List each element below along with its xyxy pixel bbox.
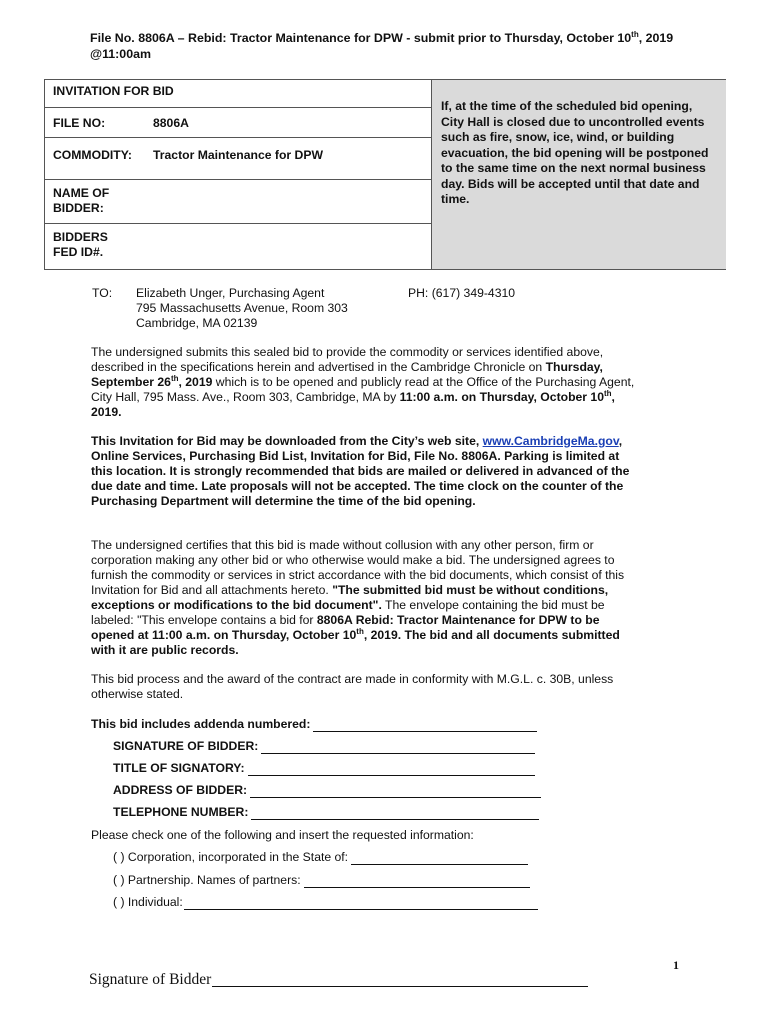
invitation-for-bid-table — [44, 79, 726, 270]
footer-signature-line[interactable] — [89, 972, 588, 987]
file-no-row — [45, 108, 431, 138]
bidder-name-label: NAME OF BIDDER: — [53, 186, 110, 215]
partnership-option[interactable] — [113, 873, 530, 888]
commodity-row — [45, 138, 431, 180]
fed-id-label: BIDDERS FED ID#. — [53, 230, 108, 259]
commodity-value: Tractor Maintenance for DPW — [153, 148, 323, 162]
certification-paragraph: The undersigned certifies that this bid is made without collusion with any other person, firm or corporation making any other bid or who otherwise would make a bid. The undersigned agrees to furnish the commodity or services in strict accordance with the bid documents, which consist of this Invitation for Bid and all attachments hereto. "The submitted bid must be without conditions, exceptions or modifications to the bid document". The envelope containing the bid must be labeled: "This envelope contains a bid for 8806A Rebid: Tractor Maintenance for DPW to be opened at 11:00 a.m. on Thursday, October 10th, 2019. The bid and all documents submitted with it are public records. — [91, 538, 625, 657]
bid-submission-paragraph: The undersigned submits this sealed bid to provide the commodity or services identified above, described in the specifications herein and advertised in the Cambridge Chronicle on Thursday, September 26th, 2019 which is to be opened and publicly read at the Office of the Purchasing Agent, City Hall, 795 Mass. Ave., Room 303, Cambridge, MA by 11:00 a.m. on Thursday, October 10th, 2019. — [91, 345, 635, 419]
city-website-link[interactable]: www.CambridgeMa.gov — [482, 434, 619, 448]
corporation-label: ( ) Corporation, incorporated in the State of: — [113, 850, 349, 864]
page-number: 1 — [673, 958, 679, 972]
bid-info-column — [45, 80, 431, 269]
closing-notice-box — [431, 80, 726, 269]
telephone-number-label: TELEPHONE NUMBER: — [113, 805, 249, 819]
bidder-name-row[interactable] — [45, 180, 431, 224]
signature-label: SIGNATURE OF BIDDER: — [113, 739, 259, 753]
signature-field[interactable] — [113, 739, 535, 754]
table-title: INVITATION FOR BID — [53, 84, 174, 98]
addenda-label: This bid includes addenda numbered: — [91, 717, 311, 731]
closing-notice-text: If, at the time of the scheduled bid opening, City Hall is closed due to uncontrolled events such as fire, snow, ice, wind, or building evacuation, the bid opening will be postponed to the same time on the next normal business day. Bids will be accepted until that date and time. — [441, 99, 709, 206]
agent-name: Elizabeth Unger, Purchasing Agent — [136, 286, 325, 300]
partnership-label: ( ) Partnership. Names of partners: — [113, 873, 301, 887]
header-line-1: File No. 8806A – Rebid: Tractor Maintenance for DPW - submit prior to Thursday, October 10th, 2019 — [90, 29, 674, 45]
footer-signature-label: Signature of Bidder — [89, 971, 212, 988]
header-line-2: @11:00am — [90, 47, 151, 61]
addenda-field[interactable] — [91, 717, 537, 732]
fed-id-row[interactable] — [45, 224, 431, 269]
document-header — [90, 30, 700, 62]
telephone-number-field[interactable] — [113, 805, 539, 820]
individual-option[interactable] — [113, 895, 538, 910]
file-no-value: 8806A — [153, 116, 189, 130]
table-title-row — [45, 80, 431, 108]
check-instruction: Please check one of the following and insert the requested information: — [91, 828, 474, 842]
download-notice-paragraph: This Invitation for Bid may be downloaded from the City’s web site, www.CambridgeMa.gov, Online Services, Purchasing Bid List, Invitation for Bid, File No. 8806A. Parking is limited at this location. It is strongly recommended that bids are mailed or delivered in advanced of the due date and time. Late proposals will not be accepted. The time clock on the counter of the Purchasing Department will determine the time of the bid opening. — [91, 434, 630, 508]
commodity-label: COMMODITY: — [53, 148, 132, 162]
to-label: TO: — [92, 286, 113, 300]
purchasing-agent-address — [136, 286, 348, 331]
file-no-label: FILE NO: — [53, 116, 106, 130]
agent-address-line-2: Cambridge, MA 02139 — [136, 316, 258, 330]
title-of-signatory-label: TITLE OF SIGNATORY: — [113, 761, 245, 775]
corporation-option[interactable] — [113, 850, 528, 865]
title-of-signatory-field[interactable] — [113, 761, 535, 776]
individual-label: ( ) Individual: — [113, 895, 183, 909]
mgl-conformity-paragraph: This bid process and the award of the contract are made in conformity with M.G.L. c. 30B, unless otherwise stated. — [91, 672, 614, 701]
agent-address-line-1: 795 Massachusetts Avenue, Room 303 — [136, 301, 348, 315]
address-of-bidder-label: ADDRESS OF BIDDER: — [113, 783, 248, 797]
address-of-bidder-field[interactable] — [113, 783, 541, 798]
agent-phone: PH: (617) 349-4310 — [408, 286, 516, 300]
